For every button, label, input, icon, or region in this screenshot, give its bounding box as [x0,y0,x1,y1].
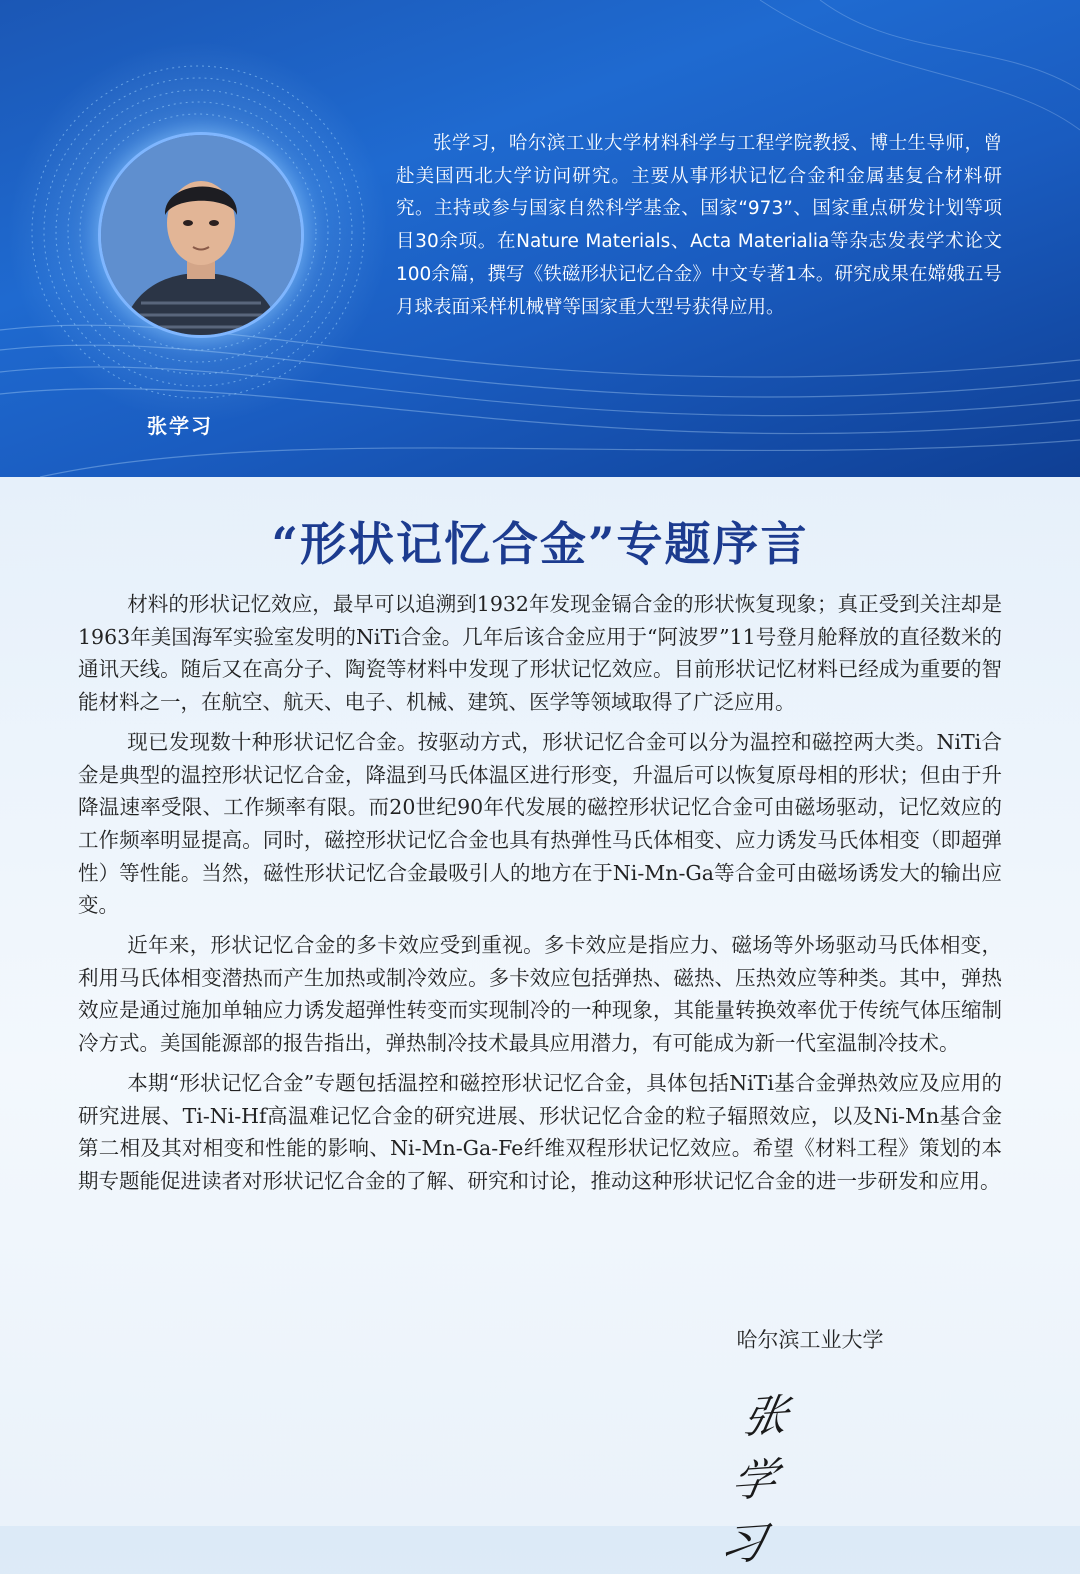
portrait-frame [98,132,298,352]
article-title: “形状记忆合金”专题序言 [271,517,809,571]
paragraph: 近年来，形状记忆合金的多卡效应受到重视。多卡效应是指应力、磁场等外场驱动马氏体相变，利用马氏体相变潜热而产生加热或制冷效应。多卡效应包括弹热、磁热、压热效应等种类。其中，弹热效应是通过施加单轴应力诱发超弹性转变而实现制冷的一种现象，其能量转换效率优于传统气体压缩制冷方式。美国能源部的报告指出，弹热制冷技术最具应用潜力，有可能成为新一代室温制冷技术。 [78,933,1002,1056]
article-body [78,588,1002,1205]
person-name-caption: 张学习 [147,414,213,438]
paragraph: 本期“形状记忆合金”专题包括温控和磁控形状记忆合金，具体包括NiTi基合金弹热效应及应用的研究进展、Ti-Ni-Hf高温难记忆合金的研究进展、形状记忆合金的粒子辐照效应，以及Ni-Mn基合金第二相及其对相变和性能的影响、Ni-Mn-Ga-Fe纤维双程形状记忆效应。希望《材料工程》策划的本期专题能促进读者对形状记忆合金的了解、研究和讨论，推动这种形状记忆合金的进一步研发和应用。 [78,1070,1002,1193]
paragraph: 现已发现数十种形状记忆合金。按驱动方式，形状记忆合金可以分为温控和磁控两大类。NiTi合金是典型的温控形状记忆合金，降温到马氏体温区进行形变，升温后可以恢复原母相的形状；但由于升降温速率受限、工作频率有限。而20世纪90年代发展的磁控形状记忆合金可由磁场驱动，记忆效应的工作频率明显提高。同时，磁控形状记忆合金也具有热弹性马氏体相变、应力诱发马氏体相变（即超弹性）等性能。当然，磁性形状记忆合金最吸引人的地方在于Ni-Mn-Ga等合金可由磁场诱发大的输出应变。 [78,729,1002,918]
signature-text: 张学习 [715,1389,799,1572]
affiliation: 哈尔滨工业大学 [736,1328,884,1352]
paragraph: 材料的形状记忆效应，最早可以追溯到1932年发现金镉合金的形状恢复现象；真正受到关注却是1963年美国海军实验室发明的NiTi合金。几年后该合金应用于“阿波罗”11号登月舱释放的直径数米的通讯天线。随后又在高分子、陶瓷等材料中发现了形状记忆效应。目前形状记忆材料已经成为重要的智能材料之一，在航空、航天、电子、机械、建筑、医学等领域取得了广泛应用。 [78,592,1002,715]
portrait-photo [98,132,304,338]
bio-paragraph: 张学习，哈尔滨工业大学材料科学与工程学院教授、博士生导师，曾赴美国西北大学访问研究。主要从事形状记忆合金和金属基复合材料研究。主持或参与国家自然科学基金、国家“973”、国家重点研发计划等项目30余项。在Nature Materials、Acta Materialia等杂志发表学术论文100余篇，撰写《铁磁形状记忆合金》中文专著1本。研究成果在嫦娥五号月球表面采样机械臂等国家重大型号获得应用。 [396,133,1002,318]
header-banner [0,0,1080,477]
author-bio [396,128,1002,324]
